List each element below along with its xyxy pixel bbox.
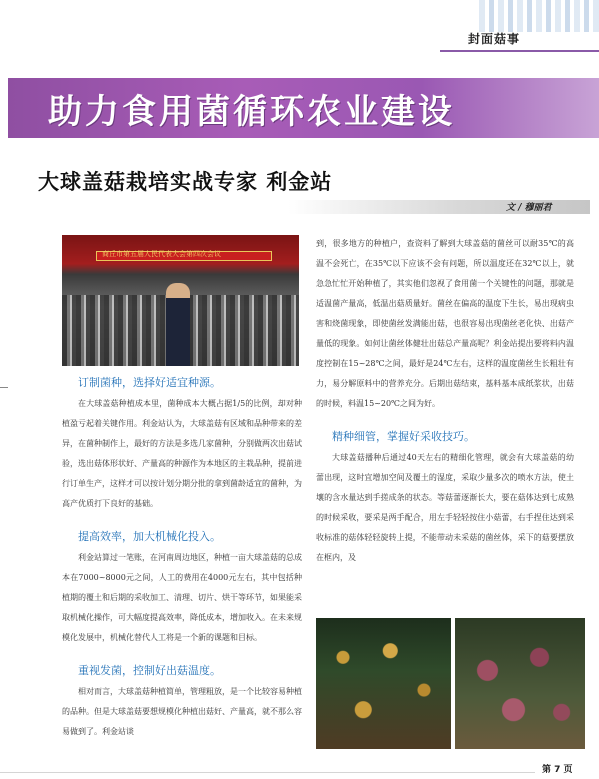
left-column — [62, 374, 302, 756]
page-number: 第 7 页 — [542, 765, 573, 775]
header-decoration-stripes — [479, 0, 599, 32]
page-rule — [0, 772, 535, 773]
section-heading: 提高效率，加大机械化投入。 — [78, 530, 221, 543]
photo-person — [166, 283, 190, 366]
section-block — [62, 662, 302, 742]
paragraph: 大球盖菇播种后通过40天左右的精细化管理，就会有大球盖菇的幼蕾出现，这时宜增加空间及覆土的湿度，采取少量多次的喷水方法，使土壤的含水量达到手搓成条的状态。等菇蕾逐渐长大，要在菇体达到七成熟的时候采收，要采是两手配合，用左手轻轻按住小菇蕾，右手捏住达到采收标准的菇体轻轻旋转上提，不能带动未采菇的菌丝体，采下的菇要摆放在框内，及 — [316, 453, 574, 562]
mushroom-photo-2 — [455, 618, 585, 749]
paragraph: 利金站算过一笔账，在河南周边地区，种植一亩大球盖菇的总成本在7000~8000元之间，人工的费用在4000元左右，其中包括种植期的覆土和后期的采收加工、清理、切片、烘干等环节，如果能采取机械化操作，可大幅度提高效率，降低成本，增加收入。在未来规模化发展中，机械化替代人工将是一个新的课题和目标。 — [62, 553, 302, 642]
conference-photo — [62, 235, 299, 366]
byline: 文 / 穆丽君 — [506, 203, 552, 213]
article-subtitle: 大球盖菇栽培实战专家 利金站 — [38, 169, 333, 194]
crop-mark — [0, 387, 8, 388]
article-title: 助力食用菌循环农业建设 — [48, 92, 455, 132]
section-tag: 封面菇事 — [468, 32, 521, 46]
section-heading: 重视发菌，控制好出菇温度。 — [78, 664, 221, 677]
section-block — [62, 528, 302, 648]
photo-banner-text: 商丘市第五届人民代表大会第四次会议 — [102, 250, 221, 258]
section-block — [316, 428, 574, 568]
mushroom-photo-1 — [316, 618, 451, 749]
section-heading: 精种细管，掌握好采收技巧。 — [332, 430, 475, 443]
paragraph-continued: 到，很多地方的种植户，查资料了解到大球盖菇的菌丝可以耐35℃的高温不会死亡，在35℃以下应该不会有问题，所以温度还在32℃以上，就急急忙忙开始种植了，其实他们忽视了食用菌一个关键性的问题，那就是适温菌产量高，低温出菇质量好。菌丝在偏高的温度下生长，易出现病虫害和烧菌现象，即使菌丝发满能出菇，也很容易出现菌丝老化快、出菇产量低的现象。如何让菌丝体健壮出菇总产量高呢？利金站提出要将料内温度控制在15~28℃之间，最好是24℃左右，这样的温度菌丝生长粗壮有力，易分解原料中的营养充分。后期出菇结束，基料基本成纸浆状，出菇的时候，料温15~20℃之间为好。 — [316, 239, 574, 408]
paragraph: 在大球盖菇种植成本里，菌种成本大概占据1/5的比例，却对种植盈亏起着关键作用。利金站认为，大球盖菇有区域和品种带来的差异，在菌种制作上，最好的方法是多选几家菌种，分别做两次出菇试验，选出菇体形状好、产量高的种源作为本地区的主栽品种，提前进行订单生产，这样才可以按计划分期分批的拿到菌龄适宜的菌种，为高产优质打下良好的基础。 — [62, 399, 302, 508]
section-rule — [440, 50, 599, 52]
section-heading: 订制菌种，选择好适宜种源。 — [78, 376, 221, 389]
paragraph: 相对而言，大球盖菇种植简单，管理粗放，是一个比较容易种植的品种。但是大球盖菇要想规模化种植出菇好、产量高，就不那么容易做到了。利金站谈 — [62, 687, 302, 736]
section-block — [316, 234, 574, 414]
right-column — [316, 234, 574, 582]
section-block — [62, 374, 302, 514]
